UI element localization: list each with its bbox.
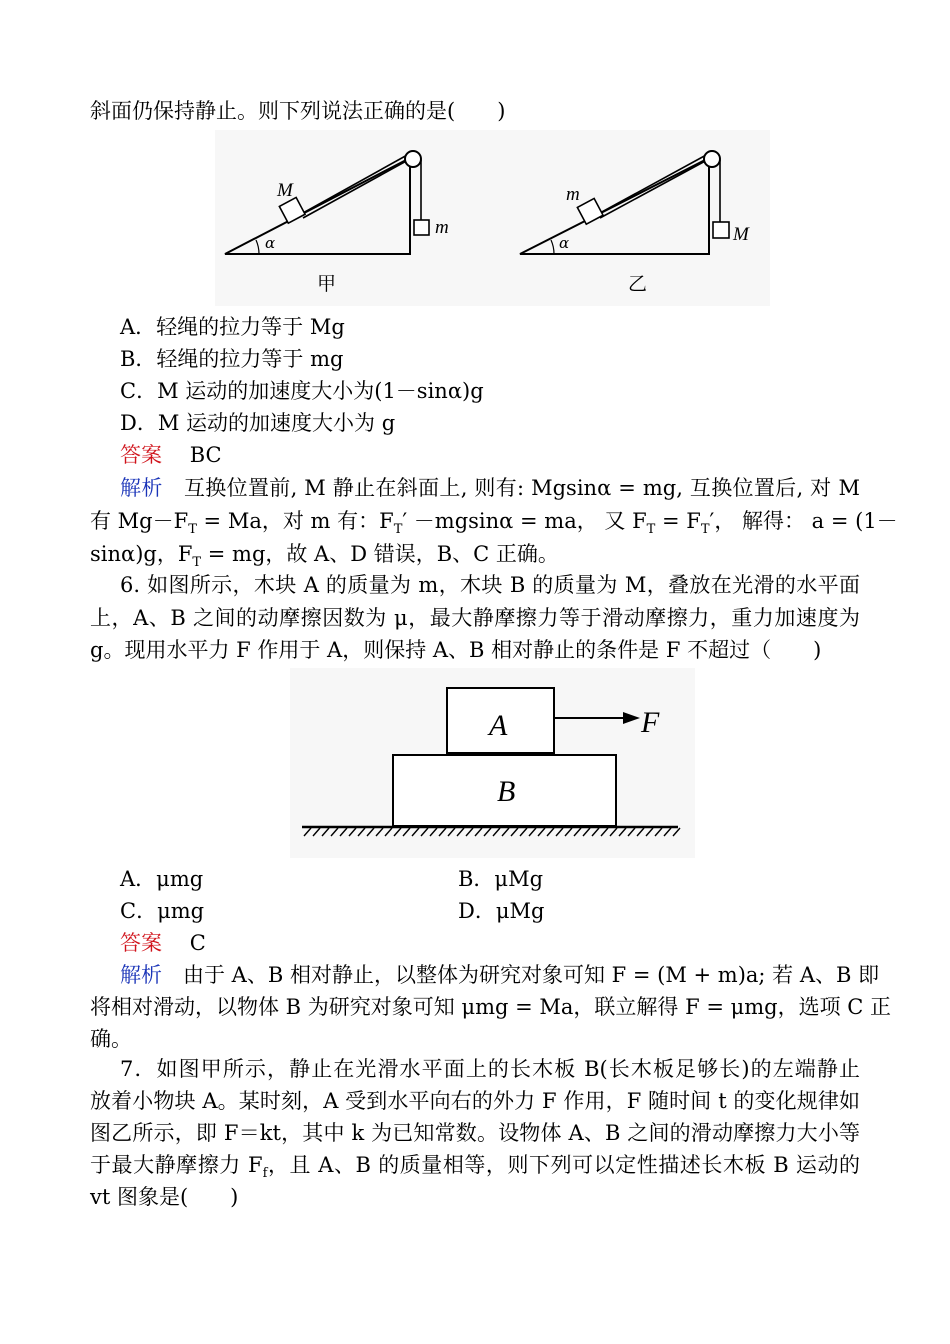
q5-option-d: D．M 运动的加速度大小为 g xyxy=(120,411,396,435)
q6-option-c: C．μmg xyxy=(120,899,205,923)
block-a-label: A xyxy=(489,709,508,742)
q6-answer-label: 答案 xyxy=(120,931,162,955)
q6-answer: C xyxy=(189,931,206,955)
yi-angle-label: α xyxy=(559,234,570,252)
q5-option-a: A．轻绳的拉力等于 Mg xyxy=(120,315,345,339)
q6-answer-row xyxy=(120,928,860,958)
q5-stem: 斜面仍保持静止。则下列说法正确的是( ) xyxy=(90,99,506,123)
q7-stem-line2: 放着小物块 A。某时刻，A 受到水平向右的外力 F 作用，F 随时间 t 的变化规律如 xyxy=(90,1089,860,1113)
q7-stem-line1: 7．如图甲所示，静止在光滑水平面上的长木板 B(长木板足够长)的左端静止 xyxy=(120,1057,860,1081)
q6-option-b: B．μMg xyxy=(458,867,544,891)
q6-option-a: A．μmg xyxy=(120,867,204,891)
q6-option-d: D．μMg xyxy=(458,899,545,923)
incline-figure xyxy=(215,130,770,306)
q6-analysis-line2: 将相对滑动，以物体 B 为研究对象可知 μmg = Ma，联立解得 F = μmg，选项 C 正 xyxy=(90,995,892,1019)
q7-stem-line3: 图乙所示，即 F＝kt，其中 k 为已知常数。设物体 A、B 之间的滑动摩擦力大小等 xyxy=(90,1121,860,1145)
q6-stem-line3: g。现用水平力 F 作用于 A，则保持 A、B 相对静止的条件是 F 不超过（ ) xyxy=(90,638,822,662)
q6-options-row1 xyxy=(120,864,860,894)
q5-option-c: C．M 运动的加速度大小为(1－sinα)g xyxy=(120,379,484,403)
block-b-label: B xyxy=(497,775,516,808)
q5-answer-label: 答案 xyxy=(120,443,162,467)
q5-option-b: B．轻绳的拉力等于 mg xyxy=(120,347,344,371)
q5-analysis-line2: 有 $Mg-F_T = Ma$，对 m 有：$F_T' -mgsin\alpha$ = ma， 又 $F_T = F_T'$， 解得： a = (1－ xyxy=(90,509,898,538)
q5-analysis-line1: 解析 互换位置前, M 静止在斜面上, 则有: Mgsinα = mg, 互换位置后, 对 M xyxy=(120,476,860,500)
q7-stem-line4: 于最大静摩擦力 $F_f$，且 A、B 的质量相等，则下列可以定性描述长木板 B 运动的 xyxy=(90,1153,861,1182)
q6-analysis-label: 解析 xyxy=(120,963,162,987)
q5-analysis-line3: sinα)g，$F_T$ = mg，故 A、D 错误，B、C 正确。 xyxy=(90,542,559,571)
q5-analysis-label: 解析 xyxy=(120,476,163,500)
q6-analysis-line3: 确。 xyxy=(90,1027,132,1051)
jia-block-label: M xyxy=(277,180,293,201)
jia-angle-label: α xyxy=(265,234,276,252)
q5-answer: BC xyxy=(189,443,222,467)
q5-answer-row xyxy=(120,440,860,470)
yi-caption: 乙 xyxy=(628,273,648,295)
blocks-figure xyxy=(290,668,695,858)
q6-stem-line1: 6. 如图所示，木块 A 的质量为 m，木块 B 的质量为 M，叠放在光滑的水平面 xyxy=(120,573,860,597)
yi-block-label: m xyxy=(566,184,580,205)
jia-hanging-label: m xyxy=(435,217,449,238)
q6-analysis-line1: 解析 由于 A、B 相对静止，以整体为研究对象可知 F = (M + m)a; 若 A、B 即 xyxy=(120,963,880,987)
force-label: F xyxy=(641,706,660,739)
q6-options-row2 xyxy=(120,896,860,926)
jia-caption: 甲 xyxy=(317,273,337,295)
q7-stem-line5: vt 图象是( ) xyxy=(90,1185,239,1209)
q6-stem-line2: 上，A、B 之间的动摩擦因数为 μ，最大静摩擦力等于滑动摩擦力，重力加速度为 xyxy=(90,606,860,630)
yi-hanging-label: M xyxy=(733,224,749,245)
